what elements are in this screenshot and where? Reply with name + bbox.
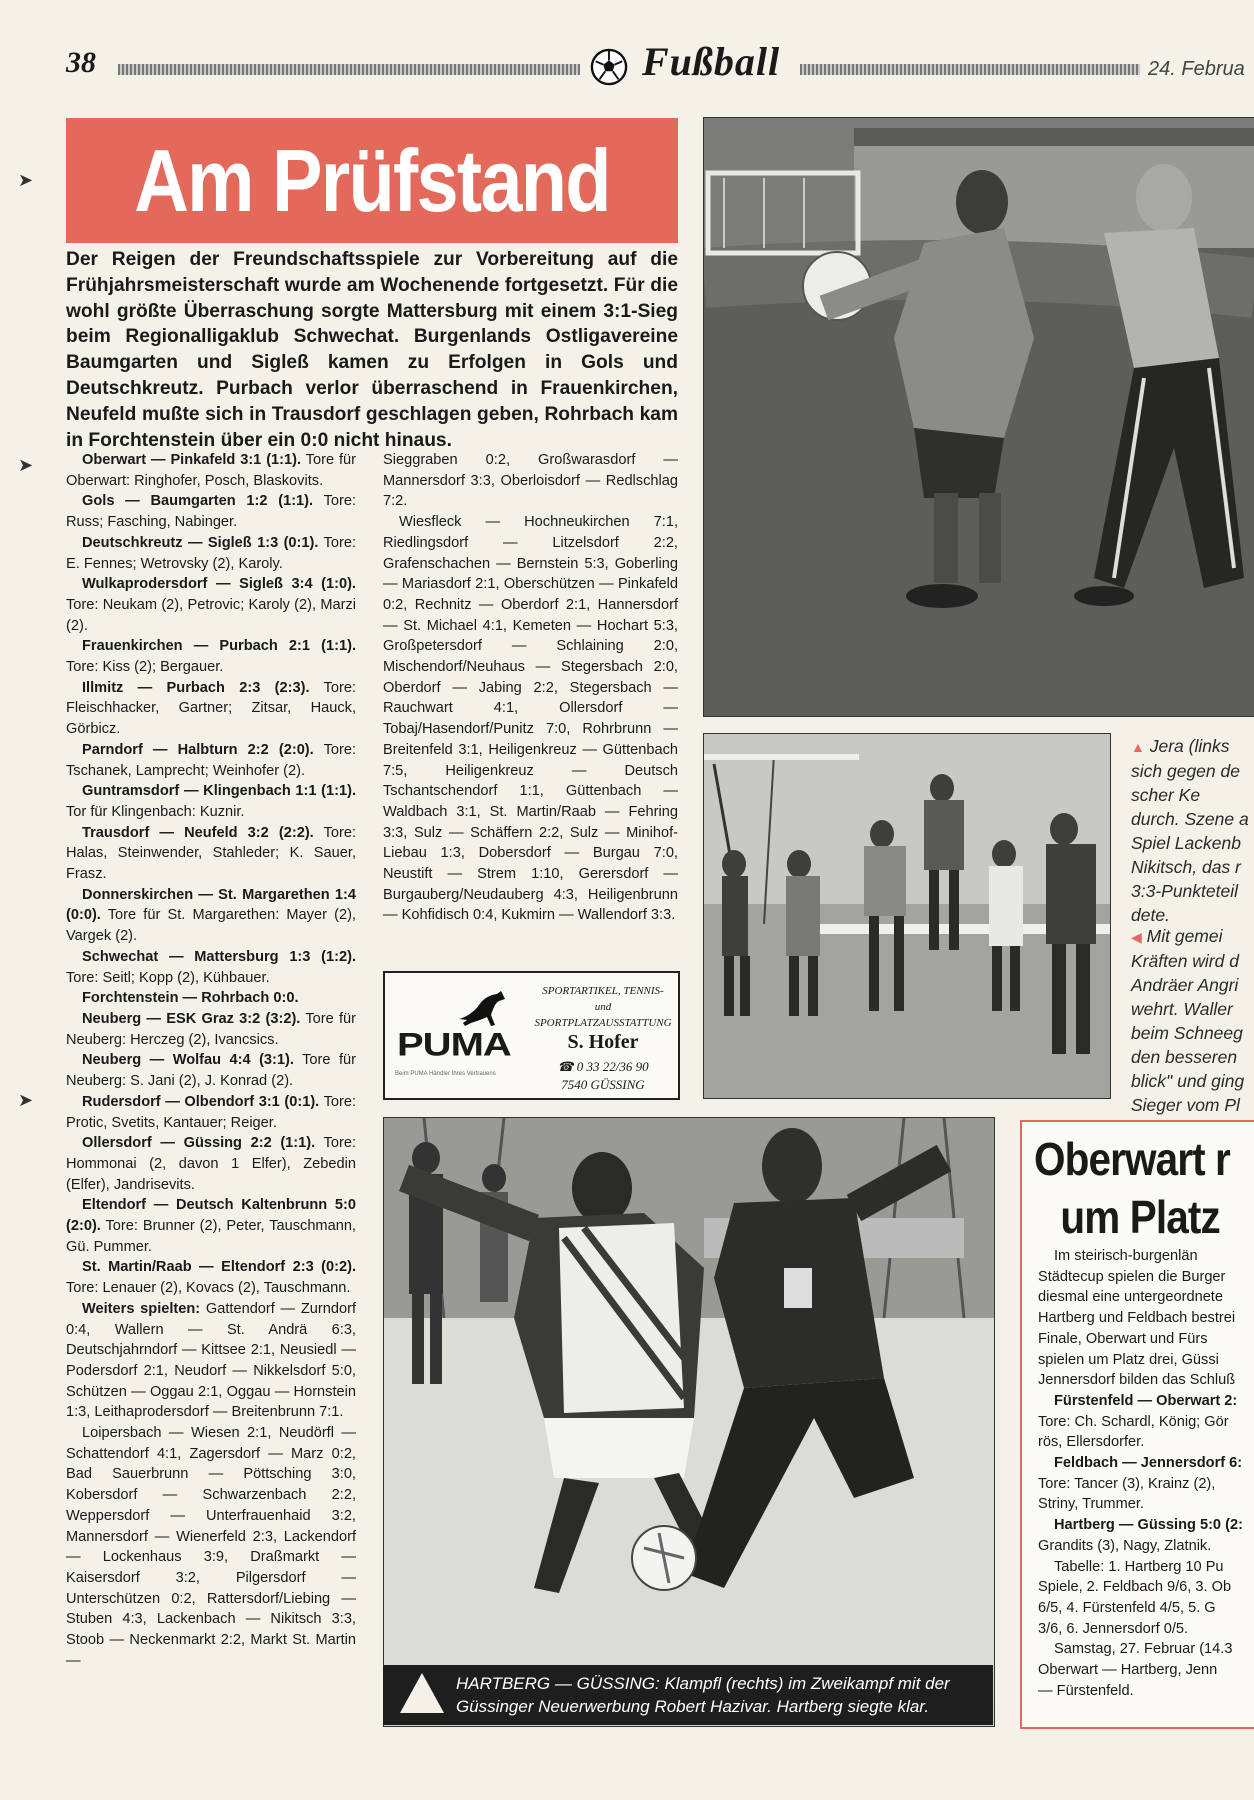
page-number: 38 — [66, 46, 96, 79]
result-scorers: Tore: Hommonai (2, davon 1 Elfer), Zebedin (Elfer), Jandrisevits. — [66, 1135, 356, 1193]
photo-hartberg-guessing — [383, 1117, 995, 1727]
result-match: Neuberg — ESK Graz 3:2 (3:2). — [82, 1010, 301, 1027]
box-line: rös, Ellersdorfer. — [1038, 1434, 1145, 1451]
results-column-2 — [383, 450, 678, 926]
result-match: Schwechat — Mattersburg 1:3 (1:2). — [82, 948, 356, 965]
result-entry — [66, 740, 356, 781]
box-headline — [1034, 1130, 1245, 1246]
ad-phone: ☎ 0 33 22/36 90 — [557, 1059, 649, 1074]
puma-slogan: Beim PUMA Händler Ihres Vertrauens — [395, 1071, 496, 1077]
margin-arrow-icon: ➤ — [18, 1090, 34, 1110]
result-match: Oberwart — Pinkafeld 3:1 (1:1). — [82, 452, 302, 468]
issue-date: 24. Februa — [1148, 58, 1245, 80]
result-scorers: Tore: Seitl; Kopp (2), Kühbauer. — [66, 969, 270, 986]
weiters-paragraph-4: Wiesfleck — Hochneukirchen 7:1, Riedlingsdorf — Litzelsdorf 2:2, Grafenschachen — Bernstein 5:3, Goberling — Mariasdorf 2:1, Oberschützen — Pinkafeld 0:2, Rechnitz — Oberdorf 2:1, Hannersdorf — St. Michael 4:1, Kemeten — Hochart 5:3, Großpetersdorf — Schlaining 2:0, Mischendorf/Neuhaus — Stegersbach 2:0, Oberdorf — Jabing 2:2, Stegersbach — Rauchwart 4:1, Ollersdorf — Tobaj/Hasendorf/Punitz 7:0, Rohrbrunn — Breitenfeld 3:1, Heiligenkreuz — Güttenbach 7:5, Heiligenkreuz — Deutsch Tschantschendorf 1:1, Güttenbach — Waldbach 3:1, St. Martin/Raab — Fehring 3:3, Sulz — Schäffern 2:2, Sulz — Minihof-Liebau 1:3, Dobersdorf — Burgau 7:0, Neustift — Strem 1:10, Gerersdorf — Burgauberg/Neudauberg 4:3, Heiligenbrunn — Kohfidisch 0:4, Kukmirn — Wallendorf 3:3. — [383, 514, 678, 924]
result-match: Rudersdorf — Olbendorf 3:1 (0:1). — [82, 1093, 320, 1110]
weiters-text: Gattendorf — Zurndorf 0:4, Wallern — St. Andrä 6:3, Deutschjahrndorf — Kittsee 2:1, Neusiedl — Podersdorf 2:1, Neudorf — Nikkelsdorf 5:0, Schützen — Oggau 2:1, Oggau — Hornstein 1:3, Leithaprodersdorf — Breitenbrunn 7:1. — [66, 1300, 356, 1421]
result-scorers: Tor für Klingenbach: Kuznir. — [66, 803, 245, 820]
triangle-left-icon: ◀ — [1131, 929, 1142, 945]
result-entry — [66, 781, 356, 822]
result-scorers: Tore: Russ; Fasching, Nabinger. — [66, 493, 357, 531]
result-match: Eltendorf — Deutsch Kaltenbrunn 5:0 (2:0). — [66, 1197, 356, 1235]
result-scorers: Tore: Brunner (2), Peter, Tauschmann, Gü. Pummer. — [66, 1218, 356, 1255]
photo-heading-duel — [703, 117, 1254, 717]
result-entry — [66, 947, 356, 988]
caption-line: Spiel Lackenb — [1131, 833, 1241, 853]
result-entry — [66, 533, 356, 574]
box-line: 3/6, 6. Jennersdorf 0/5. — [1038, 1620, 1189, 1637]
caption-line: durch. Szene a — [1131, 809, 1249, 829]
weiters-paragraph-3: Sieggraben 0:2, Großwarasdorf — Mannersdorf 3:3, Oberloisdorf — Redlschlag 7:2. — [383, 452, 678, 510]
box-line: Grandits (3), Nagy, Zlatnik. — [1038, 1537, 1212, 1554]
result-match: Wulkaprodersdorf — Sigleß 3:4 (1:0). — [82, 576, 356, 593]
lead-paragraph: Der Reigen der Freundschaftsspiele zur Vorbereitung auf die Frühjahrsmeisterschaft wurde am Wochenende fortgesetzt. Für die wohl größte Überraschung sorgte Mattersburg mit einem 3:1-Sieg beim Regionalligaklub Schwechat. Burgenlands Ostligavereine Baumgarten und Sigleß kamen zu Erfolgen in Gols und Deutschkreutz. Purbach verlor überraschend in Frauenkirchen, Neufeld mußte sich in Trausdorf geschlagen geben, Rohrbach kam in Forchtenstein über ein 0:0 nicht hinaus. — [66, 249, 678, 451]
margin-arrow-icon: ➤ — [18, 455, 34, 475]
box-line: Striny, Trummer. — [1038, 1496, 1144, 1513]
result-match: Donnerskirchen — St. Margarethen 1:4 (0:0). — [66, 886, 356, 924]
caption-line: Kräften wird d — [1131, 951, 1239, 971]
result-match: Trausdorf — Neufeld 3:2 (2:2). — [82, 824, 314, 841]
caption-line: den besseren — [1131, 1047, 1238, 1067]
puma-advertisement — [383, 971, 680, 1100]
header-rule-right — [800, 64, 1140, 75]
result-entry — [66, 1009, 356, 1050]
caption-line: 3:3-Punkteteil — [1131, 881, 1239, 901]
result-entry — [66, 1133, 356, 1195]
headline: Am Prüfstand — [134, 131, 610, 230]
triangle-up-icon: ▲ — [1131, 739, 1145, 755]
ad-tagline: SPORTARTIKEL, TENNIS- und SPORTPLATZAUSSTATTUNG — [534, 985, 672, 1029]
box-line: Hartberg und Feldbach bestrei — [1038, 1310, 1236, 1327]
result-scorers: Tore für Neuberg: Herczeg (2), Ivancsics. — [66, 1010, 356, 1048]
result-match: St. Martin/Raab — Eltendorf 2:3 (0:2). — [82, 1259, 356, 1276]
box-line: Jennersdorf bilden das Schluß — [1038, 1372, 1236, 1389]
caption-triangle-icon — [400, 1673, 444, 1713]
caption-line: sich gegen de — [1131, 761, 1240, 781]
result-match: Neuberg — Wolfau 4:4 (3:1). — [82, 1052, 294, 1069]
box-line: spielen um Platz drei, Güssi — [1038, 1351, 1219, 1368]
margin-arrow-icon: ➤ — [18, 170, 34, 190]
box-line: Tabelle: 1. Hartberg 10 Pu — [1054, 1558, 1224, 1575]
result-scorers: Tore: Protic, Svetits, Kantauer; Reiger. — [66, 1093, 357, 1131]
result-scorers: Tore: Lenauer (2), Kovacs (2), Tauschmann. — [66, 1280, 351, 1297]
result-entry — [66, 1092, 356, 1133]
result-entry — [66, 678, 356, 740]
result-entry — [66, 636, 356, 677]
box-line: Im steirisch-burgenlän — [1054, 1248, 1198, 1264]
header-rule-left — [118, 64, 580, 75]
result-scorers: Tore: Fleischhacker, Gartner; Zitsar, Hauck, Görbicz. — [66, 679, 356, 738]
box-line: Städtecup spielen die Burger — [1038, 1268, 1226, 1285]
photo-heading-duel-drawing — [704, 118, 1254, 716]
result-scorers: Tore für St. Margarethen: Mayer (2), Vargek (2). — [66, 907, 356, 945]
caption-line: wehrt. Waller — [1131, 999, 1233, 1019]
result-match: Illmitz — Purbach 2:3 (2:3). — [82, 679, 310, 696]
result-scorers: Tore für Neuberg: S. Jani (2), J. Konrad (2). — [66, 1052, 356, 1090]
box-line: Fürstenfeld — Oberwart 2: — [1054, 1392, 1238, 1409]
box-line: Feldbach — Jennersdorf 6: — [1054, 1455, 1243, 1472]
caption-line: Andräer Angri — [1131, 975, 1239, 995]
photo-caption-right-2 — [1131, 924, 1254, 1117]
result-match: Parndorf — Halbturn 2:2 (2:0). — [82, 741, 314, 758]
section-title: Fußball — [642, 39, 781, 84]
ad-shop-name: S. Hofer — [567, 1031, 639, 1053]
caption-line: Nikitsch, das r — [1131, 857, 1241, 877]
result-match: Forchtenstein — Rohrbach 0:0. — [82, 990, 299, 1007]
result-scorers: Tore: Halas, Steinwender, Stahleder; K. Sauer, Frasz. — [66, 824, 357, 883]
box-line: Spiele, 2. Feldbach 9/6, 3. Ob — [1038, 1579, 1232, 1596]
results-column-1 — [66, 450, 356, 1671]
box-line: Tore: Ch. Schardl, König; Gör — [1038, 1413, 1229, 1430]
box-line: diesmal eine untergeordnete — [1038, 1289, 1223, 1306]
ad-city: 7540 GÜSSING — [561, 1077, 645, 1092]
box-line: 6/5, 4. Fürstenfeld 4/5, 5. G — [1038, 1599, 1216, 1616]
caption-line: ▲ Jera (links — [1131, 736, 1230, 756]
caption-line: ◀ Mit gemei — [1131, 926, 1223, 946]
result-entry — [66, 450, 356, 491]
result-match: Guntramsdorf — Klingenbach 1:1 (1:1). — [82, 783, 356, 800]
result-scorers: Tore: Tschanek, Lamprecht; Weinhofer (2). — [66, 741, 357, 779]
box-line: Oberwart — Hartberg, Jenn — [1038, 1662, 1218, 1679]
result-scorers: Tore: E. Fennes; Wetrovsky (2), Karoly. — [66, 534, 356, 572]
football-icon — [590, 48, 628, 86]
weiters-paragraph-1 — [66, 1299, 356, 1423]
result-match: Frauenkirchen — Purbach 2:1 (1:1). — [82, 638, 356, 655]
photo-hartberg-guessing-drawing — [384, 1118, 994, 1666]
caption-line: blick" und ging — [1131, 1071, 1245, 1091]
result-entry — [66, 1050, 356, 1091]
box-headline-line-1: Oberwart r — [1034, 1133, 1230, 1185]
result-entry — [66, 823, 356, 885]
box-line: — Fürstenfeld. — [1038, 1682, 1134, 1699]
photo-snow-match-drawing — [704, 734, 1110, 1098]
photo-caption-hartberg: HARTBERG — GÜSSING: Klampfl (rechts) im Zweikampf mit der Güssinger Neuerwerbung Robert Hazivar. Hartberg siegte klar. — [456, 1674, 950, 1716]
result-entry — [66, 574, 356, 636]
result-entry — [66, 885, 356, 947]
box-line: Samstag, 27. Februar (14.3 — [1054, 1641, 1233, 1658]
result-scorers: Tore für Oberwart: Ringhofer, Posch, Blaskovits. — [66, 452, 356, 489]
photo-snow-match — [703, 733, 1111, 1099]
puma-logo: PUMA — [397, 1027, 511, 1063]
caption-line: dete. — [1131, 905, 1170, 925]
caption-line: beim Schneeg — [1131, 1023, 1243, 1043]
box-line: Hartberg — Güssing 5:0 (2: — [1054, 1517, 1243, 1534]
result-match: Deutschkreutz — Sigleß 1:3 (0:1). — [82, 534, 319, 551]
box-line: Tore: Tancer (3), Krainz (2), — [1038, 1475, 1216, 1492]
box-body — [1038, 1246, 1254, 1701]
caption-line: Sieger vom Pl — [1131, 1095, 1240, 1115]
weiters-paragraph-2: Loipersbach — Wiesen 2:1, Neudörfl — Schattendorf 4:1, Zagersdorf — Marz 0:2, Bad Sauerbrunn — Pöttsching 3:0, Kobersdorf — Schwarzenbach 2:2, Weppersdorf — Unterfrauenhaid 3:2, Mannersdorf — Wienerfeld 2:3, Lackendorf — Lockenhaus 3:9, Draßmarkt — Kaisersdorf 3:2, Pilgersdorf — Unterschützen 0:2, Rattersdorf/Liebing — Stuben 4:3, Lackenbach — Nikitsch 3:3, Stoob — Neckenmarkt 2:2, Markt St. Martin — — [66, 1425, 356, 1669]
result-entry — [66, 491, 356, 532]
result-match: Gols — Baumgarten 1:2 (1:1). — [82, 493, 314, 510]
result-match: Ollersdorf — Güssing 2:2 (1:1). — [82, 1135, 316, 1152]
result-entry — [66, 988, 356, 1009]
result-scorers: Tore: Kiss (2); Bergauer. — [66, 659, 224, 676]
caption-line: scher Ke — [1131, 785, 1201, 805]
result-scorers: Tore: Neukam (2), Petrovic; Karoly (2), Marzi (2). — [66, 596, 356, 634]
box-headline-line-2: um Platz — [1060, 1191, 1220, 1243]
result-entry — [66, 1195, 356, 1257]
weiters-label: Weiters spielten: — [82, 1300, 201, 1317]
photo-caption-right-1 — [1131, 734, 1254, 927]
result-entry — [66, 1257, 356, 1298]
puma-cat-icon — [457, 989, 507, 1029]
box-line: Finale, Oberwart und Fürs — [1038, 1330, 1208, 1347]
